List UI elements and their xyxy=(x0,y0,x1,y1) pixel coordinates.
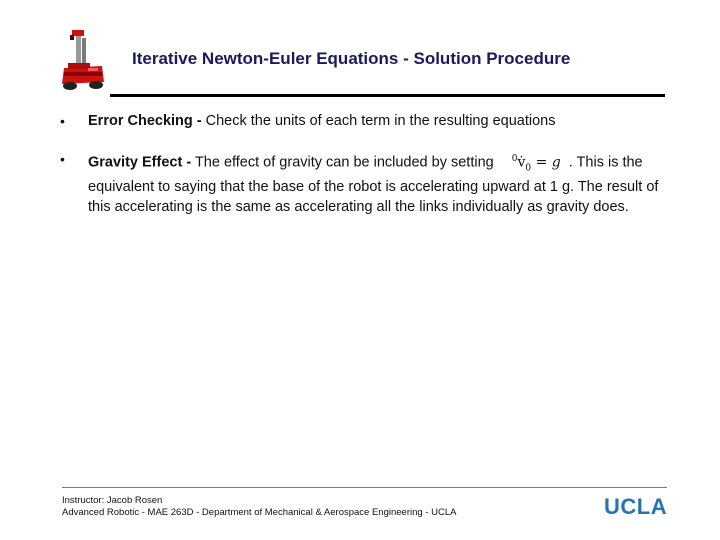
bullet-error-checking xyxy=(58,112,668,132)
footer xyxy=(62,495,456,518)
bullet-heading: Gravity Effect - xyxy=(88,154,192,171)
equation-symbol: v̇ xyxy=(517,154,526,171)
equation-subscript: 0 xyxy=(525,162,532,173)
bullet-gravity-effect xyxy=(58,150,668,218)
equation-equals: = xyxy=(535,154,548,171)
title-divider xyxy=(110,94,665,97)
bullet-list xyxy=(58,112,668,235)
bullet-marker: • xyxy=(60,150,65,167)
bullet-text: Check the units of each term in the resulting equations xyxy=(205,113,556,129)
gravity-equation xyxy=(512,150,561,179)
robot-arm-icon xyxy=(58,28,108,96)
page-title: Iterative Newton-Euler Equations - Solution Procedure xyxy=(132,49,571,68)
equation-prefix: 0 xyxy=(511,153,518,164)
bullet-text: The effect of gravity can be included by setting xyxy=(194,154,494,171)
bullet-heading: Error Checking - xyxy=(88,113,202,129)
footer-divider xyxy=(62,487,667,488)
bullet-marker: • xyxy=(60,113,65,129)
ucla-logo: UCLA xyxy=(604,494,668,519)
bullet-text-continued: . This is the equivalent to saying that the base of the robot is accelerating upward at 1 g. The result of this accelerating is the same as accelerating all the links individually as gravity does. xyxy=(88,154,659,215)
equation-rhs: g xyxy=(551,154,561,171)
footer-course: Advanced Robotic - MAE 263D - Department of Mechanical & Aerospace Engineering - UCLA xyxy=(62,506,457,518)
footer-instructor: Instructor: Jacob Rosen xyxy=(62,495,163,506)
